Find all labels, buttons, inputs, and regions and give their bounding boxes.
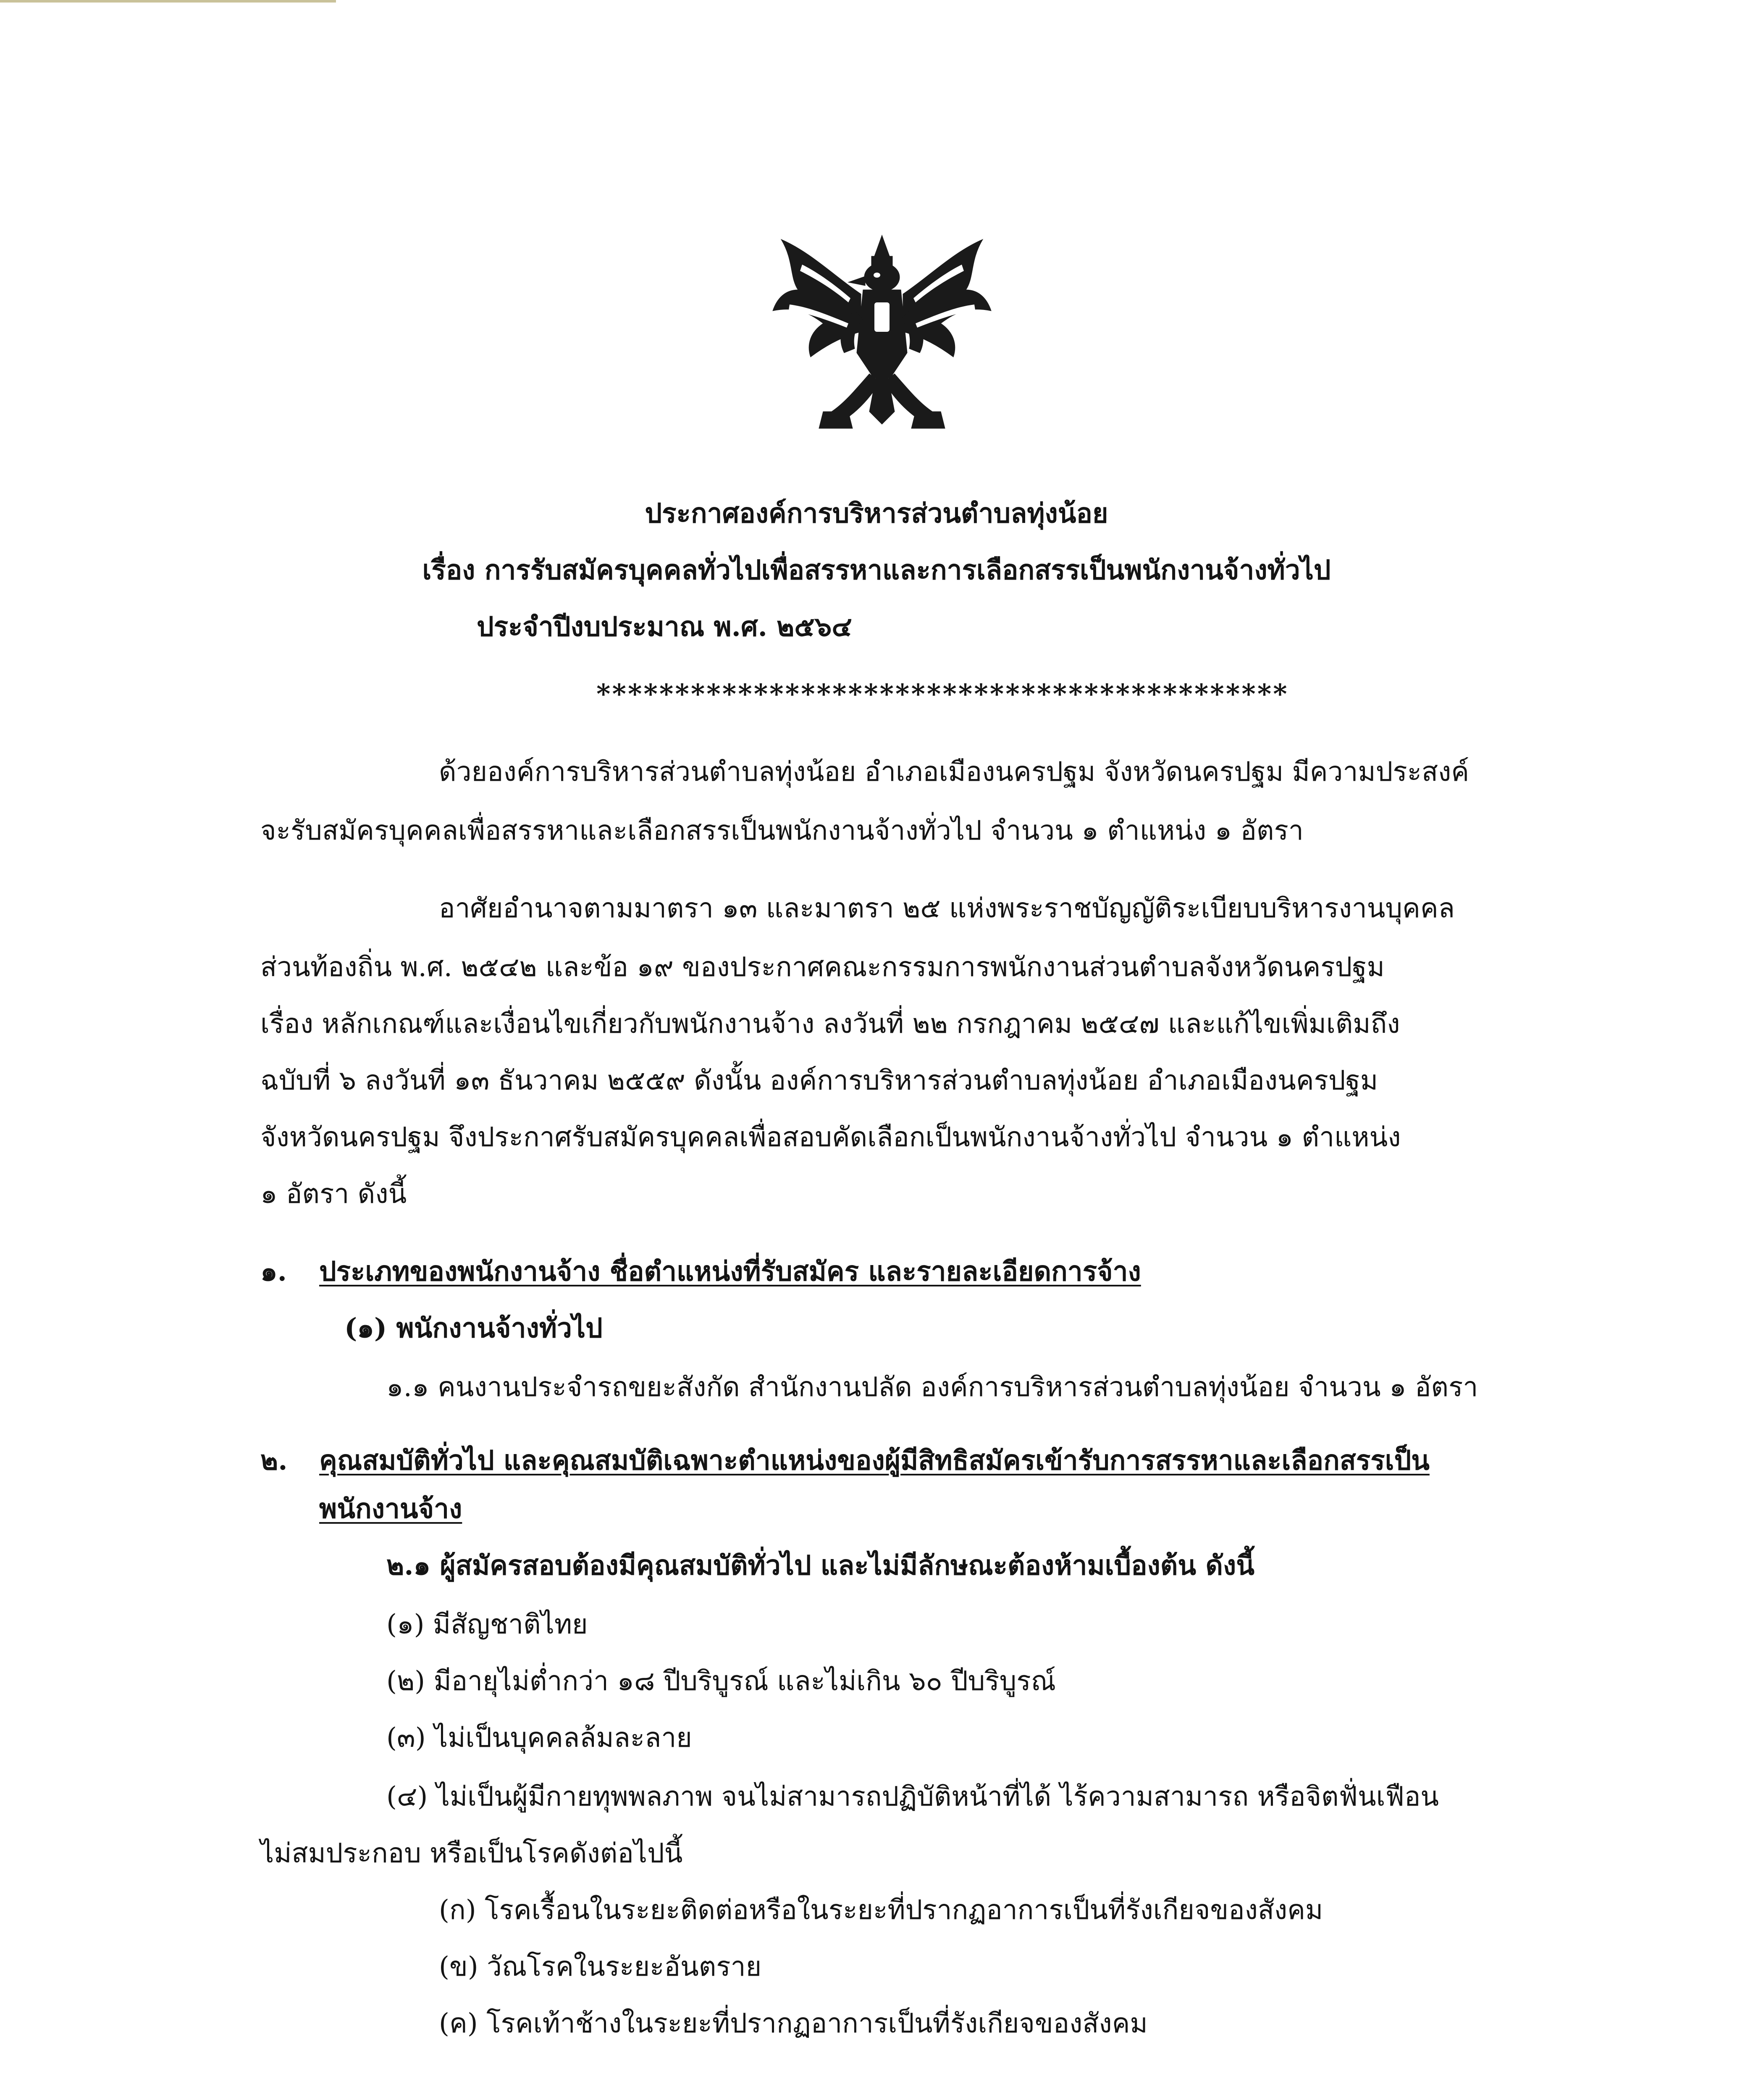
disease-c: (ค) โรคเท้าช้างในระยะที่ปรากฏอาการเป็นที่รังเกียจของสังคม <box>439 2008 1148 2039</box>
separator-line: ******************************************** <box>596 678 1289 710</box>
intro-paragraph-2-line-4: ฉบับที่ ๖ ลงวันที่ ๑๓ ธันวาคม ๒๕๕๙ ดังนั้น องค์การบริหารส่วนตำบลทุ่งน้อย อำเภอเมืองนครปฐม <box>260 1065 1378 1096</box>
intro-paragraph-2-line-2: ส่วนท้องถิ่น พ.ศ. ๒๕๔๒ และข้อ ๑๙ ของประกาศคณะกรรมการพนักงานส่วนตำบลจังหวัดนครปฐม <box>260 952 1385 983</box>
qualification-4-line-2: ไม่สมประกอบ หรือเป็นโรคดังต่อไปนี้ <box>260 1838 683 1869</box>
section-2-heading-line-1: คุณสมบัติทั่วไป และคุณสมบัติเฉพาะตำแหน่งของผู้มีสิทธิสมัครเข้ารับการสรรหาและเลือกสรรเป็น <box>319 1445 1430 1476</box>
section-1-item-1-1: ๑.๑ คนงานประจำรถขยะสังกัด สำนักงานปลัด องค์การบริหารส่วนตำบลทุ่งน้อย จำนวน ๑ อัตรา <box>386 1372 1478 1403</box>
intro-paragraph-2-line-5: จังหวัดนครปฐม จึงประกาศรับสมัครบุคคลเพื่อสอบคัดเลือกเป็นพนักงานจ้างทั่วไป จำนวน ๑ ตำแหน่ง <box>260 1122 1401 1153</box>
intro-paragraph-2-line-3: เรื่อง หลักเกณฑ์และเงื่อนไขเกี่ยวกับพนักงานจ้าง ลงวันที่ ๒๒ กรกฎาคม ๒๕๔๗ และแก้ไขเพิ่มเติมถึง <box>260 1008 1400 1040</box>
intro-paragraph-1-line-2: จะรับสมัครบุคคลเพื่อสรรหาและเลือกสรรเป็นพนักงานจ้างทั่วไป จำนวน ๑ ตำแหน่ง ๑ อัตรา <box>260 815 1304 846</box>
intro-paragraph-1-line-1: ด้วยองค์การบริหารส่วนตำบลทุ่งน้อย อำเภอเมืองนครปฐม จังหวัดนครปฐม มีความประสงค์ <box>439 756 1470 788</box>
section-1-number: ๑. <box>260 1256 287 1287</box>
disease-a: (ก) โรคเรื้อนในระยะติดต่อหรือในระยะที่ปรากฏอาการเป็นที่รังเกียจของสังคม <box>439 1895 1323 1926</box>
section-1-heading: ประเภทของพนักงานจ้าง ชื่อตำแหน่งที่รับสมัคร และรายละเอียดการจ้าง <box>319 1256 1141 1287</box>
qualification-2: (๒) มีอายุไม่ต่ำกว่า ๑๘ ปีบริบูรณ์ และไม่เกิน ๖๐ ปีบริบูรณ์ <box>386 1666 1056 1697</box>
section-1-sub-heading: (๑) พนักงานจ้างทั่วไป <box>344 1312 603 1344</box>
scan-edge-line <box>0 0 336 3</box>
qualification-1: (๑) มีสัญชาติไทย <box>386 1609 588 1640</box>
qualification-3: (๓) ไม่เป็นบุคคลล้มละลาย <box>386 1722 692 1754</box>
intro-paragraph-2-line-6: ๑ อัตรา ดังนี้ <box>260 1179 407 1210</box>
announcement-subject: เรื่อง การรับสมัครบุคคลทั่วไปเพื่อสรรหาและการเลือกสรรเป็นพนักงานจ้างทั่วไป <box>422 554 1331 586</box>
intro-paragraph-2-line-1: อาศัยอำนาจตามมาตรา ๑๓ และมาตรา ๒๕ แห่งพระราชบัญญัติระเบียบบริหารงานบุคคล <box>439 893 1455 924</box>
announcement-title: ประกาศองค์การบริหารส่วนตำบลทุ่งน้อย <box>645 498 1108 529</box>
fiscal-year-line: ประจำปีงบประมาณ พ.ศ. ๒๕๖๔ <box>477 611 852 643</box>
garuda-emblem-icon <box>764 227 1000 441</box>
qualification-4-line-1: (๔) ไม่เป็นผู้มีกายทุพพลภาพ จนไม่สามารถปฏิบัติหน้าที่ได้ ไร้ความสามารถ หรือจิตฟั่นเฟือน <box>386 1781 1439 1812</box>
section-2-heading-line-2: พนักงานจ้าง <box>319 1493 462 1525</box>
disease-b: (ข) วัณโรคในระยะอันตราย <box>439 1951 762 1982</box>
section-2-number: ๒. <box>260 1445 288 1476</box>
section-2-sub-2-1: ๒.๑ ผู้สมัครสอบต้องมีคุณสมบัติทั่วไป และไม่มีลักษณะต้องห้ามเบื้องต้น ดังนี้ <box>386 1550 1254 1581</box>
